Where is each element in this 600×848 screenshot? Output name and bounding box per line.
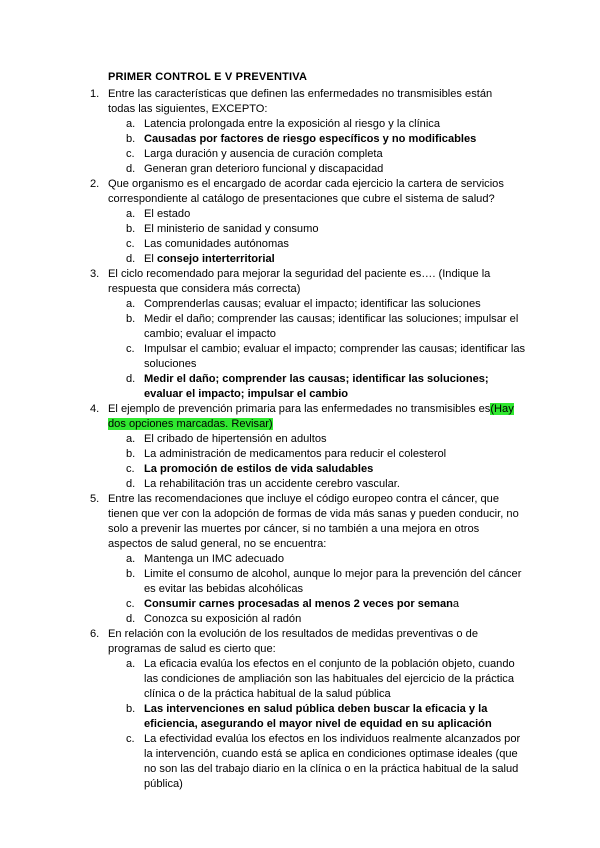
option-text-body: La administración de medicamentos para reducir el colesterol: [144, 448, 447, 460]
option-letter: b.: [126, 703, 136, 715]
question-number: 6.: [90, 628, 100, 640]
option-letter: c.: [126, 148, 135, 160]
option-text-correct: [144, 702, 526, 732]
option-text: [144, 237, 526, 252]
option-letter: a.: [126, 208, 136, 220]
option-text: [144, 312, 526, 342]
answer-option: [0, 702, 600, 732]
option-text: [144, 612, 526, 627]
option-text: [144, 342, 526, 372]
question-number: 4.: [90, 403, 100, 415]
option-letter: d.: [126, 478, 136, 490]
option-text-body: Las comunidades autónomas: [144, 238, 289, 250]
question-item: [0, 87, 600, 117]
option-letter: b.: [126, 568, 136, 580]
option-text: [144, 147, 526, 162]
option-letter: c.: [126, 733, 135, 745]
correct-answer-text: Causadas por factores de riesgo específicos y no modificables: [144, 133, 477, 145]
option-letter: d.: [126, 163, 136, 175]
answer-option: [0, 597, 600, 612]
question-text-main: Entre las características que definen las enfermedades no transmisibles están todas las siguientes, EXCEPTO:: [108, 88, 493, 115]
option-letter: d.: [126, 253, 136, 265]
correct-answer-text: Medir el daño; comprender las causas; identificar las soluciones; evaluar el impacto; impulsar el cambio: [144, 373, 489, 400]
option-text-body: Larga duración y ausencia de curación completa: [144, 148, 383, 160]
option-text: [144, 162, 526, 177]
option-letter: a.: [126, 298, 136, 310]
question-item: [0, 402, 600, 432]
answer-option: [0, 117, 600, 132]
option-letter: b.: [126, 223, 136, 235]
answer-option: [0, 297, 600, 312]
question-text: [108, 627, 520, 657]
answer-option: [0, 657, 600, 702]
answer-option: [0, 162, 600, 177]
option-letter: c.: [126, 238, 135, 250]
option-text: [144, 477, 526, 492]
option-letter: a.: [126, 433, 136, 445]
correct-answer-text: La promoción de estilos de vida saludables: [144, 463, 374, 475]
option-text: [144, 297, 526, 312]
question-number: 5.: [90, 493, 100, 505]
question-item: [0, 492, 600, 552]
option-text: [144, 732, 526, 792]
question-text-main: En relación con la evolución de los resultados de medidas preventivas o de programas de salud es cierto que:: [108, 628, 479, 655]
option-letter: a.: [126, 658, 136, 670]
option-letter: b.: [126, 448, 136, 460]
option-text: [144, 447, 526, 462]
answer-option: [0, 132, 600, 147]
question-list: [0, 87, 600, 792]
option-text-body: Latencia prolongada entre la exposición al riesgo y la clínica: [144, 118, 441, 130]
question-text: [108, 87, 520, 117]
option-text-body: El cribado de hipertensión en adultos: [144, 433, 327, 445]
question-item: [0, 267, 600, 297]
question-number: 2.: [90, 178, 100, 190]
option-text-correct: [144, 597, 526, 612]
question-text: [108, 402, 520, 432]
question-number: 1.: [90, 88, 100, 100]
option-text-correct: [144, 252, 526, 267]
option-text-body: Impulsar el cambio; evaluar el impacto; comprender las causas; identificar las soluciones: [144, 343, 526, 370]
answer-option: [0, 432, 600, 447]
option-letter: a.: [126, 118, 136, 130]
question-text: [108, 492, 520, 552]
option-text: [144, 222, 526, 237]
question-text-main: El ejemplo de prevención primaria para las enfermedades no transmisibles es: [108, 403, 491, 415]
answer-option: [0, 462, 600, 477]
option-text-body: Mantenga un IMC adecuado: [144, 553, 284, 565]
option-text: [144, 657, 526, 702]
answer-option: [0, 207, 600, 222]
option-text-body: La efectividad evalúa los efectos en los individuos realmente alcanzados por la intervención, cuando está se aplica en condiciones optimase ideales (que no son las del trabajo diario en la clínica o en la práctica habitual de la salud pública): [144, 733, 521, 790]
correct-answer-text: Consumir carnes procesadas al menos 2 veces por seman: [144, 598, 453, 610]
answer-option: [0, 147, 600, 162]
option-text-body: Conozca su exposición al radón: [144, 613, 302, 625]
option-text-body: La eficacia evalúa los efectos en el conjunto de la población objeto, cuando las condiciones de ampliación son las habituales del ejercicio de la práctica clínica o de la práctica habitual de la salud pública: [144, 658, 515, 700]
option-text-body: El ministerio de sanidad y consumo: [144, 223, 319, 235]
option-text-correct: [144, 132, 526, 147]
answer-option: [0, 342, 600, 372]
option-letter: b.: [126, 313, 136, 325]
option-letter: c.: [126, 463, 135, 475]
option-text-prefix: El: [144, 253, 157, 265]
answer-option: [0, 237, 600, 252]
option-text: [144, 552, 526, 567]
option-text: [144, 207, 526, 222]
answer-option: [0, 567, 600, 597]
option-text: [144, 567, 526, 597]
question-text-main: Entre las recomendaciones que incluye el código europeo contra el cáncer, que tienen que ver con la adopción de formas de vida más sanas y pueden conducir, no solo a prevenir las muertes por cáncer, si no también a una mejora en otros aspectos de salud general, no se encuentra:: [108, 493, 519, 550]
answer-option: [0, 312, 600, 342]
option-text-body: Limite el consumo de alcohol, aunque lo mejor para la prevención del cáncer es evitar las bebidas alcohólicas: [144, 568, 522, 595]
document-title: PRIMER CONTROL E V PREVENTIVA: [108, 71, 308, 83]
question-number: 3.: [90, 268, 100, 280]
option-text-body: El estado: [144, 208, 191, 220]
question-text: [108, 267, 520, 297]
option-text: [144, 432, 526, 447]
question-item: [0, 627, 600, 657]
answer-option: [0, 447, 600, 462]
question-text-main: Que organismo es el encargado de acordar cada ejercicio la cartera de servicios correspondiente al catálogo de presentaciones que cubre el sistema de salud?: [108, 178, 504, 205]
option-letter: c.: [126, 598, 135, 610]
option-text-suffix: a: [452, 598, 460, 610]
question-text-main: El ciclo recomendado para mejorar la seguridad del paciente es…. (Indique la respuesta que considera más correcta): [108, 268, 491, 295]
option-text-body: La rehabilitación tras un accidente cerebro vascular.: [144, 478, 400, 490]
option-text: [144, 117, 526, 132]
answer-option: [0, 732, 600, 792]
answer-option: [0, 252, 600, 267]
review-note-highlight: (Hay dos opciones marcadas. Revisar): [108, 403, 514, 430]
option-text-correct: [144, 462, 526, 477]
option-text-correct: [144, 372, 526, 402]
answer-option: [0, 552, 600, 567]
answer-option: [0, 612, 600, 627]
option-letter: c.: [126, 343, 135, 355]
answer-option: [0, 372, 600, 402]
option-letter: b.: [126, 133, 136, 145]
option-letter: d.: [126, 373, 136, 385]
correct-answer-text: consejo interterritorial: [156, 253, 275, 265]
option-letter: d.: [126, 613, 136, 625]
answer-option: [0, 222, 600, 237]
option-text-body: Generan gran deterioro funcional y discapacidad: [144, 163, 384, 175]
option-text-body: Medir el daño; comprender las causas; identificar las soluciones; impulsar el cambio; evaluar el impacto: [144, 313, 519, 340]
answer-option: [0, 477, 600, 492]
option-letter: a.: [126, 553, 136, 565]
question-item: [0, 177, 600, 207]
correct-answer-text: Las intervenciones en salud pública deben buscar la eficacia y la eficiencia, asegurando el mayor nivel de equidad en su aplicación: [144, 703, 492, 730]
question-text: [108, 177, 520, 207]
option-text-body: Comprenderlas causas; evaluar el impacto; identificar las soluciones: [144, 298, 481, 310]
